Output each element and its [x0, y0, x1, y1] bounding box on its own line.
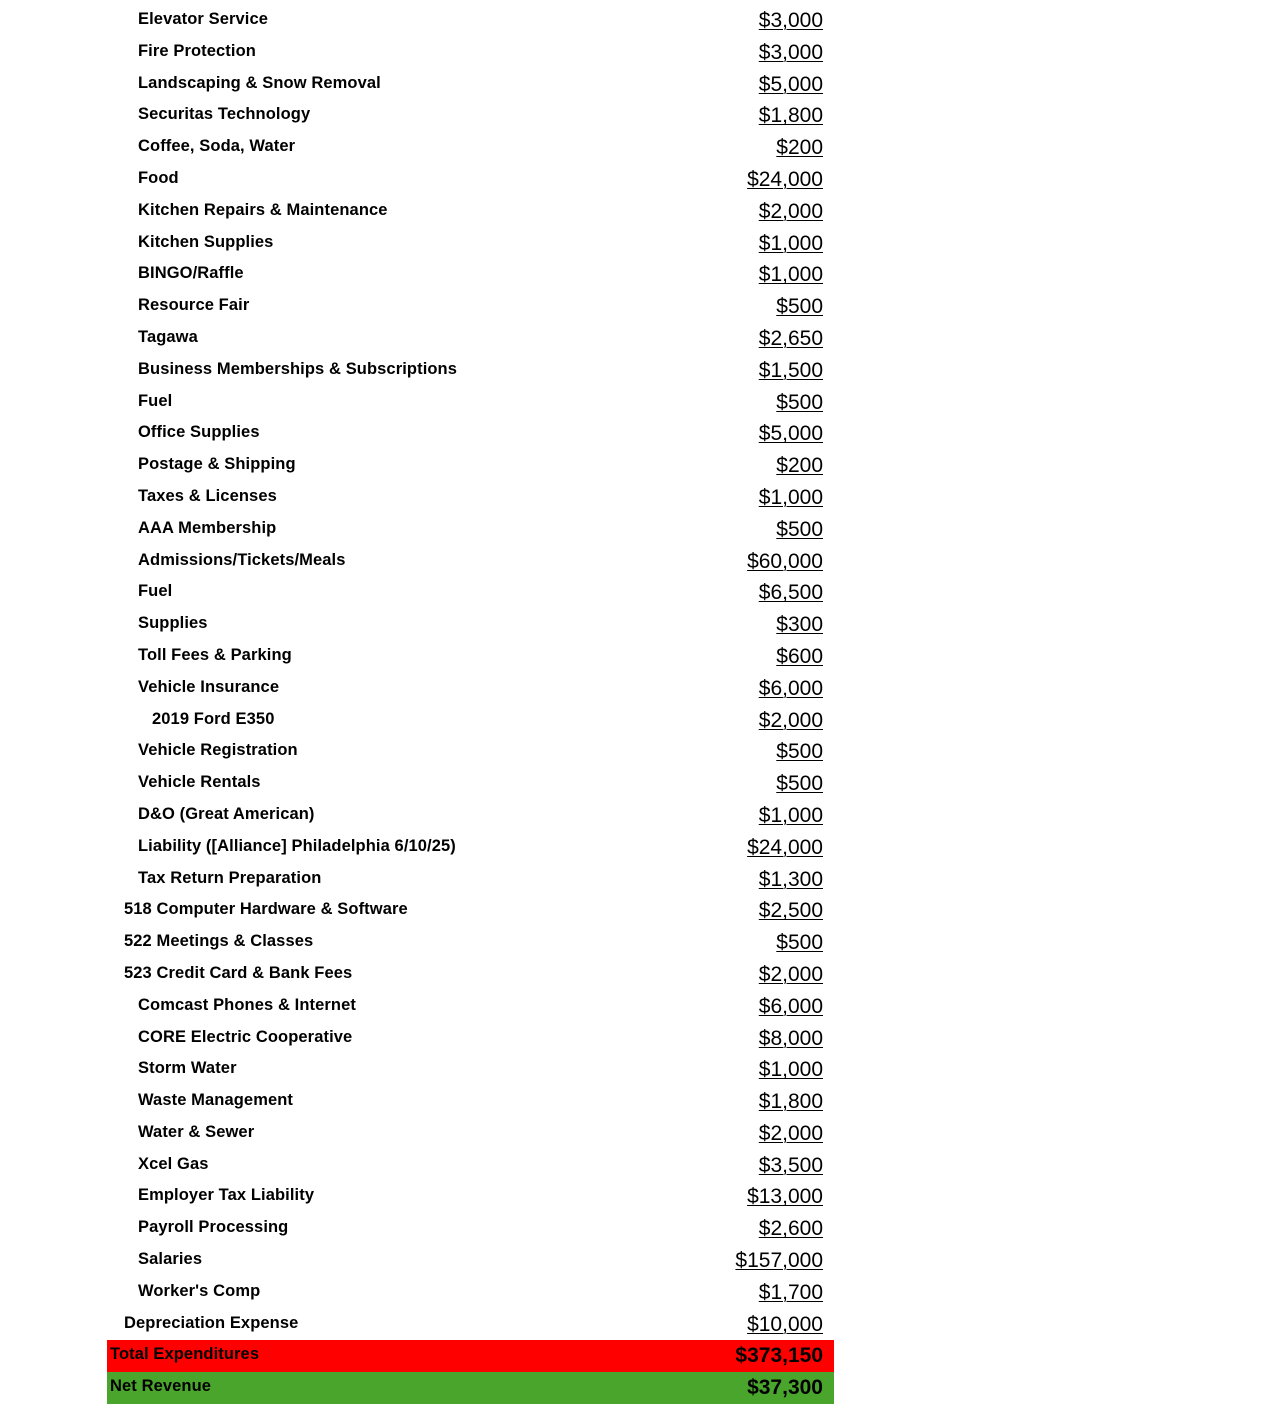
expense-label: Resource Fair [138, 296, 250, 315]
expense-label: Employer Tax Liability [138, 1186, 315, 1205]
expense-label: Business Memberships & Subscriptions [138, 359, 458, 378]
expense-row [0, 1023, 834, 1055]
expense-amount: $1,800 [758, 1090, 823, 1114]
expense-label: AAA Membership [138, 518, 277, 537]
expense-amount: $300 [776, 613, 823, 637]
net-revenue-amount: $37,300 [747, 1376, 823, 1400]
expense-label: Depreciation Expense [124, 1313, 299, 1332]
expense-amount: $6,000 [758, 676, 823, 700]
expense-row [0, 1086, 834, 1118]
expense-row [0, 991, 834, 1023]
expense-amount: $1,000 [758, 485, 823, 509]
expense-row [0, 196, 834, 228]
expense-row [0, 418, 834, 450]
expense-row [0, 450, 834, 482]
expense-row [0, 259, 834, 291]
expense-amount: $10,000 [747, 1312, 823, 1336]
expense-label: Liability ([Alliance] Philadelphia 6/10/25) [138, 836, 456, 855]
expense-label: D&O (Great American) [138, 804, 315, 823]
expense-label: Coffee, Soda, Water [138, 137, 296, 156]
expense-label: 523 Credit Card & Bank Fees [124, 963, 353, 982]
expense-row [0, 1245, 834, 1277]
expense-amount: $6,000 [758, 994, 823, 1018]
total-expenditures-label: Total Expenditures [110, 1345, 260, 1364]
expense-amount: $2,000 [758, 708, 823, 732]
expense-amount: $2,000 [758, 1121, 823, 1145]
expense-amount: $200 [776, 454, 823, 478]
expense-label: Postage & Shipping [138, 455, 296, 474]
expense-row [0, 69, 834, 101]
expense-row [0, 577, 834, 609]
expense-row [0, 927, 834, 959]
expense-label: Admissions/Tickets/Meals [138, 550, 346, 569]
expense-label: CORE Electric Cooperative [138, 1027, 353, 1046]
expense-row [0, 1309, 834, 1341]
expense-row [0, 1277, 834, 1309]
expense-amount: $1,000 [758, 231, 823, 255]
expense-label: Worker's Comp [138, 1281, 261, 1300]
expense-label: Office Supplies [138, 423, 260, 442]
expense-amount: $2,650 [758, 326, 823, 350]
expense-row [0, 228, 834, 260]
expense-amount: $500 [776, 295, 823, 319]
expense-label: Toll Fees & Parking [138, 645, 292, 664]
net-revenue-row [107, 1372, 834, 1404]
expense-row [0, 705, 834, 737]
expense-label: Landscaping & Snow Removal [138, 73, 381, 92]
expense-label: Xcel Gas [138, 1154, 209, 1173]
expense-label: 518 Computer Hardware & Software [124, 900, 408, 919]
expense-amount: $600 [776, 644, 823, 668]
expense-row [0, 673, 834, 705]
expense-row [0, 482, 834, 514]
expense-label: Waste Management [138, 1091, 294, 1110]
expense-row [0, 323, 834, 355]
expense-label: Fire Protection [138, 41, 256, 60]
expense-row [0, 387, 834, 419]
expense-row [0, 37, 834, 69]
expense-label: Supplies [138, 614, 208, 633]
expense-amount: $2,000 [758, 199, 823, 223]
expense-list [0, 5, 1275, 1340]
expense-row [0, 100, 834, 132]
expense-amount: $3,000 [758, 9, 823, 32]
expense-label: Vehicle Insurance [138, 677, 280, 696]
expense-amount: $1,300 [758, 867, 823, 891]
expense-row [0, 164, 834, 196]
expense-amount: $6,500 [758, 581, 823, 605]
expense-row [0, 895, 834, 927]
expense-amount: $157,000 [735, 1249, 823, 1273]
expense-amount: $2,600 [758, 1217, 823, 1241]
expense-label: Water & Sewer [138, 1122, 255, 1141]
expense-amount: $3,000 [758, 40, 823, 64]
expense-amount: $24,000 [747, 167, 823, 191]
expense-label: Taxes & Licenses [138, 486, 277, 505]
expense-label: Kitchen Repairs & Maintenance [138, 200, 388, 219]
expense-label: Vehicle Registration [138, 741, 298, 760]
expense-row [0, 1181, 834, 1213]
expense-amount: $60,000 [747, 549, 823, 573]
total-expenditures-amount: $373,150 [735, 1344, 823, 1368]
expense-amount: $2,000 [758, 962, 823, 986]
expense-amount: $500 [776, 931, 823, 955]
expense-amount: $500 [776, 390, 823, 414]
expense-amount: $1,000 [758, 803, 823, 827]
expense-row [0, 864, 834, 896]
expense-label: Salaries [138, 1250, 203, 1269]
expense-row [0, 1054, 834, 1086]
expense-row [0, 832, 834, 864]
expense-row [0, 1150, 834, 1182]
expense-label: 2019 Ford E350 [152, 709, 275, 728]
expense-amount: $1,700 [758, 1280, 823, 1304]
expense-row [0, 1118, 834, 1150]
expense-amount: $24,000 [747, 835, 823, 859]
expense-label: Payroll Processing [138, 1218, 289, 1237]
expense-row [0, 132, 834, 164]
expense-row [0, 800, 834, 832]
expense-row [0, 959, 834, 991]
expense-label: Elevator Service [138, 10, 269, 28]
expense-label: BINGO/Raffle [138, 264, 244, 283]
expense-label: Comcast Phones & Internet [138, 995, 356, 1014]
expense-amount: $200 [776, 136, 823, 160]
expense-amount: $1,000 [758, 1058, 823, 1082]
expense-amount: $500 [776, 772, 823, 796]
expense-amount: $1,800 [758, 104, 823, 128]
expense-row [0, 546, 834, 578]
expense-amount: $5,000 [758, 72, 823, 96]
expense-amount: $500 [776, 517, 823, 541]
expense-label: Kitchen Supplies [138, 232, 274, 251]
expense-row [0, 736, 834, 768]
expense-label: Tagawa [138, 327, 198, 346]
expense-row [0, 641, 834, 673]
expense-label: Food [138, 168, 179, 187]
expense-label: Fuel [138, 391, 173, 410]
total-expenditures-row [107, 1340, 834, 1372]
expense-label: Securitas Technology [138, 105, 311, 124]
expense-amount: $1,000 [758, 263, 823, 287]
expense-label: Storm Water [138, 1059, 237, 1078]
expense-amount: $3,500 [758, 1153, 823, 1177]
expense-row [0, 355, 834, 387]
expense-label: Fuel [138, 582, 173, 601]
expense-amount: $8,000 [758, 1026, 823, 1050]
expense-row [0, 5, 834, 37]
expense-amount: $13,000 [747, 1185, 823, 1209]
expense-label: 522 Meetings & Classes [124, 932, 314, 951]
expense-label: Vehicle Rentals [138, 773, 261, 792]
expense-label: Tax Return Preparation [138, 868, 322, 887]
expense-row [0, 514, 834, 546]
expense-row [0, 768, 834, 800]
net-revenue-label: Net Revenue [110, 1377, 212, 1396]
expense-row [0, 609, 834, 641]
expense-row [0, 291, 834, 323]
expense-amount: $500 [776, 740, 823, 764]
expense-amount: $2,500 [758, 899, 823, 923]
expense-amount: $1,500 [758, 358, 823, 382]
expense-row [0, 1213, 834, 1245]
budget-sheet [0, 5, 1275, 1404]
expense-amount: $5,000 [758, 422, 823, 446]
